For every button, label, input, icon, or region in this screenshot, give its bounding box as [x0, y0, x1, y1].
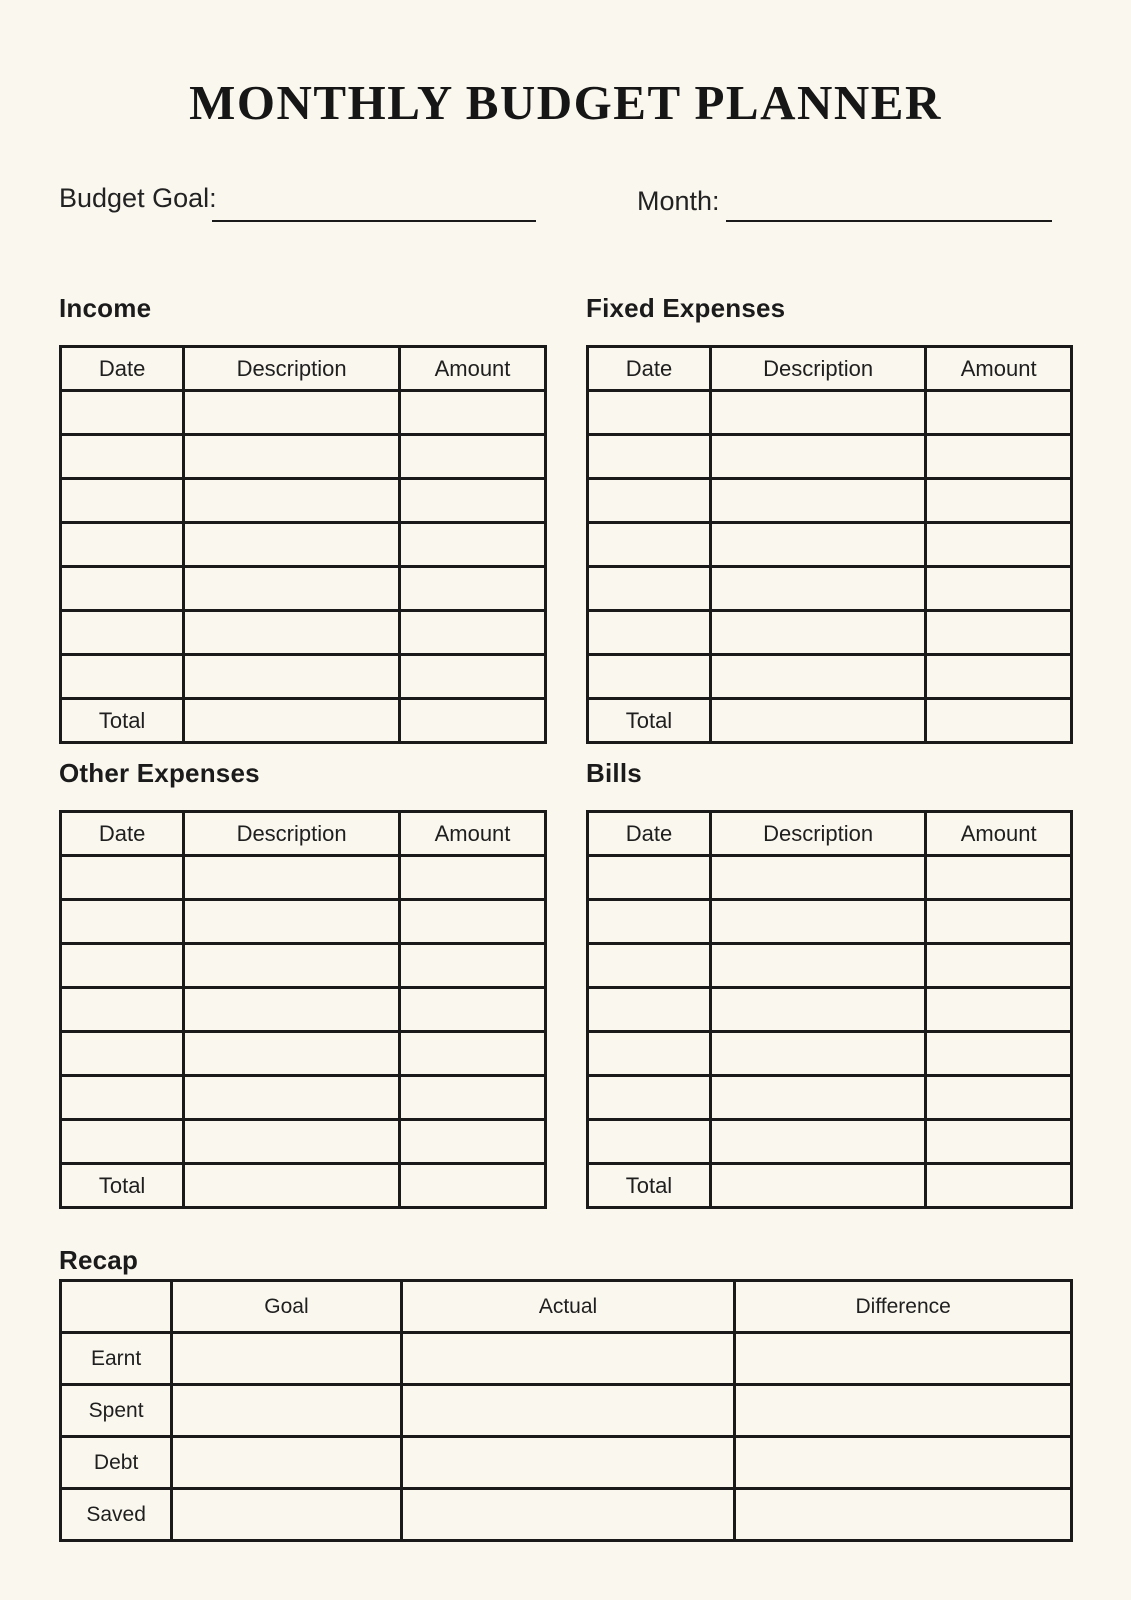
- blank-entry-row: [61, 391, 546, 435]
- blank-entry-row: [588, 988, 1072, 1032]
- fill-in-cell[interactable]: [588, 1120, 711, 1164]
- blank-entry-row: [61, 856, 546, 900]
- blank-entry-row: [588, 1120, 1072, 1164]
- fill-in-cell[interactable]: [588, 988, 711, 1032]
- fill-in-cell[interactable]: [61, 944, 184, 988]
- column-header-description: Description: [184, 812, 400, 856]
- fill-in-cell[interactable]: [926, 611, 1072, 655]
- fill-in-cell[interactable]: [588, 655, 711, 699]
- total-description-cell[interactable]: [184, 699, 400, 743]
- fill-in-cell[interactable]: [184, 523, 400, 567]
- recap-row-saved: [61, 1489, 1072, 1541]
- month-input-line[interactable]: [726, 186, 1052, 222]
- other-expenses-section-title: Other Expenses: [59, 758, 260, 788]
- column-header-description: Description: [184, 347, 400, 391]
- recap-difference-cell[interactable]: [735, 1333, 1072, 1385]
- fill-in-cell[interactable]: [184, 479, 400, 523]
- fill-in-cell[interactable]: [926, 1032, 1072, 1076]
- fill-in-cell[interactable]: [400, 479, 546, 523]
- total-row: [588, 1164, 1072, 1208]
- fill-in-cell[interactable]: [400, 611, 546, 655]
- total-description-cell[interactable]: [184, 1164, 400, 1208]
- fill-in-cell[interactable]: [926, 391, 1072, 435]
- column-header-amount: Amount: [400, 812, 546, 856]
- income-table: [59, 345, 547, 744]
- fill-in-cell[interactable]: [588, 900, 711, 944]
- total-row: [588, 699, 1072, 743]
- table-header-row: [588, 812, 1072, 856]
- fill-in-cell[interactable]: [184, 988, 400, 1032]
- month-label: Month:: [637, 186, 720, 216]
- column-header-description: Description: [710, 812, 925, 856]
- recap-difference-cell[interactable]: [735, 1385, 1072, 1437]
- total-amount-cell[interactable]: [926, 1164, 1072, 1208]
- fixed-expenses-section: [586, 293, 1073, 744]
- total-label: Total: [61, 699, 184, 743]
- fill-in-cell[interactable]: [61, 1076, 184, 1120]
- recap-difference-cell[interactable]: [735, 1437, 1072, 1489]
- fill-in-cell[interactable]: [400, 1032, 546, 1076]
- recap-actual-cell[interactable]: [401, 1385, 735, 1437]
- fill-in-cell[interactable]: [184, 1120, 400, 1164]
- fill-in-cell[interactable]: [61, 611, 184, 655]
- fill-in-cell[interactable]: [926, 900, 1072, 944]
- fill-in-cell[interactable]: [61, 988, 184, 1032]
- fill-in-cell[interactable]: [588, 567, 711, 611]
- recap-row-spent: [61, 1385, 1072, 1437]
- total-amount-cell[interactable]: [400, 1164, 546, 1208]
- fill-in-cell[interactable]: [61, 391, 184, 435]
- fill-in-cell[interactable]: [926, 1120, 1072, 1164]
- income-table-body: [61, 391, 546, 699]
- blank-entry-row: [61, 944, 546, 988]
- recap-column-difference: Difference: [735, 1281, 1072, 1333]
- fill-in-cell[interactable]: [61, 523, 184, 567]
- fill-in-cell[interactable]: [61, 1032, 184, 1076]
- blank-entry-row: [588, 1032, 1072, 1076]
- fill-in-cell[interactable]: [926, 655, 1072, 699]
- column-header-amount: Amount: [926, 347, 1072, 391]
- fill-in-cell[interactable]: [588, 1032, 711, 1076]
- blank-entry-row: [588, 567, 1072, 611]
- blank-entry-row: [588, 611, 1072, 655]
- fill-in-cell[interactable]: [710, 435, 925, 479]
- recap-corner-cell: [61, 1281, 172, 1333]
- column-header-date: Date: [588, 347, 711, 391]
- blank-entry-row: [61, 567, 546, 611]
- column-header-date: Date: [61, 347, 184, 391]
- fill-in-cell[interactable]: [400, 435, 546, 479]
- total-row: [61, 1164, 546, 1208]
- blank-entry-row: [61, 1032, 546, 1076]
- blank-entry-row: [588, 655, 1072, 699]
- total-amount-cell[interactable]: [400, 699, 546, 743]
- fill-in-cell[interactable]: [588, 391, 711, 435]
- fill-in-cell[interactable]: [710, 1076, 925, 1120]
- column-header-amount: Amount: [926, 812, 1072, 856]
- fill-in-cell[interactable]: [926, 523, 1072, 567]
- blank-entry-row: [588, 479, 1072, 523]
- fixed-expenses-table: [586, 345, 1073, 744]
- fill-in-cell[interactable]: [710, 391, 925, 435]
- fill-in-cell[interactable]: [588, 435, 711, 479]
- fill-in-cell[interactable]: [588, 944, 711, 988]
- fixed-expenses-section-title: Fixed Expenses: [586, 293, 786, 323]
- fill-in-cell[interactable]: [400, 944, 546, 988]
- total-label: Total: [61, 1164, 184, 1208]
- bills-table-body: [588, 856, 1072, 1164]
- fill-in-cell[interactable]: [710, 523, 925, 567]
- fill-in-cell[interactable]: [184, 1032, 400, 1076]
- blank-entry-row: [61, 435, 546, 479]
- fill-in-cell[interactable]: [710, 567, 925, 611]
- fill-in-cell[interactable]: [400, 988, 546, 1032]
- fill-in-cell[interactable]: [61, 435, 184, 479]
- recap-column-actual: Actual: [401, 1281, 735, 1333]
- fill-in-cell[interactable]: [710, 655, 925, 699]
- fill-in-cell[interactable]: [926, 1076, 1072, 1120]
- fill-in-cell[interactable]: [184, 567, 400, 611]
- fill-in-cell[interactable]: [61, 900, 184, 944]
- bills-section: [586, 758, 1073, 1209]
- recap-actual-cell[interactable]: [401, 1437, 735, 1489]
- fill-in-cell[interactable]: [710, 856, 925, 900]
- fill-in-cell[interactable]: [184, 435, 400, 479]
- fixed-expenses-table-body: [588, 391, 1072, 699]
- fill-in-cell[interactable]: [400, 856, 546, 900]
- total-description-cell[interactable]: [710, 699, 925, 743]
- fill-in-cell[interactable]: [710, 900, 925, 944]
- fill-in-cell[interactable]: [184, 900, 400, 944]
- fill-in-cell[interactable]: [588, 1076, 711, 1120]
- fill-in-cell[interactable]: [400, 391, 546, 435]
- budget-goal-label: Budget Goal:: [59, 183, 217, 213]
- recap-row-label: Debt: [61, 1437, 172, 1489]
- recap-row-label: Spent: [61, 1385, 172, 1437]
- fill-in-cell[interactable]: [61, 856, 184, 900]
- fill-in-cell[interactable]: [61, 655, 184, 699]
- recap-row-debt: [61, 1437, 1072, 1489]
- other-expenses-table: [59, 810, 547, 1209]
- fill-in-cell[interactable]: [588, 523, 711, 567]
- income-section: [59, 293, 547, 744]
- blank-entry-row: [61, 1120, 546, 1164]
- recap-header-row: [61, 1281, 1072, 1333]
- fill-in-cell[interactable]: [400, 900, 546, 944]
- column-header-amount: Amount: [400, 347, 546, 391]
- fill-in-cell[interactable]: [926, 856, 1072, 900]
- fill-in-cell[interactable]: [184, 655, 400, 699]
- fill-in-cell[interactable]: [710, 944, 925, 988]
- blank-entry-row: [588, 523, 1072, 567]
- blank-entry-row: [588, 391, 1072, 435]
- fill-in-cell[interactable]: [710, 1120, 925, 1164]
- recap-actual-cell[interactable]: [401, 1333, 735, 1385]
- budget-goal-input-line[interactable]: [212, 186, 536, 222]
- fill-in-cell[interactable]: [184, 856, 400, 900]
- blank-entry-row: [61, 655, 546, 699]
- fill-in-cell[interactable]: [710, 479, 925, 523]
- recap-goal-cell[interactable]: [172, 1437, 401, 1489]
- blank-entry-row: [588, 900, 1072, 944]
- fill-in-cell[interactable]: [926, 988, 1072, 1032]
- fill-in-cell[interactable]: [588, 479, 711, 523]
- blank-entry-row: [61, 900, 546, 944]
- blank-entry-row: [588, 856, 1072, 900]
- blank-entry-row: [61, 523, 546, 567]
- fill-in-cell[interactable]: [926, 479, 1072, 523]
- recap-column-goal: Goal: [172, 1281, 401, 1333]
- fill-in-cell[interactable]: [710, 988, 925, 1032]
- total-amount-cell[interactable]: [926, 699, 1072, 743]
- total-label: Total: [588, 699, 711, 743]
- fill-in-cell[interactable]: [588, 611, 711, 655]
- fill-in-cell[interactable]: [926, 435, 1072, 479]
- recap-section: [59, 1245, 1073, 1542]
- column-header-date: Date: [588, 812, 711, 856]
- fill-in-cell[interactable]: [926, 567, 1072, 611]
- recap-goal-cell[interactable]: [172, 1333, 401, 1385]
- income-section-title: Income: [59, 293, 152, 323]
- other-expenses-section: [59, 758, 547, 1209]
- fill-in-cell[interactable]: [61, 479, 184, 523]
- fill-in-cell[interactable]: [400, 1120, 546, 1164]
- blank-entry-row: [588, 1076, 1072, 1120]
- blank-entry-row: [588, 944, 1072, 988]
- fill-in-cell[interactable]: [61, 567, 184, 611]
- blank-entry-row: [61, 611, 546, 655]
- blank-entry-row: [61, 479, 546, 523]
- blank-entry-row: [61, 1076, 546, 1120]
- bills-table: [586, 810, 1073, 1209]
- fill-in-cell[interactable]: [710, 1032, 925, 1076]
- total-description-cell[interactable]: [710, 1164, 925, 1208]
- other-expenses-table-body: [61, 856, 546, 1164]
- recap-actual-cell[interactable]: [401, 1489, 735, 1541]
- total-label: Total: [588, 1164, 711, 1208]
- recap-difference-cell[interactable]: [735, 1489, 1072, 1541]
- table-header-row: [61, 812, 546, 856]
- bills-section-title: Bills: [586, 758, 642, 788]
- recap-table: [59, 1279, 1073, 1542]
- table-header-row: [61, 347, 546, 391]
- page-title: MONTHLY BUDGET PLANNER: [189, 75, 942, 130]
- fill-in-cell[interactable]: [400, 567, 546, 611]
- fill-in-cell[interactable]: [400, 1076, 546, 1120]
- fill-in-cell[interactable]: [926, 944, 1072, 988]
- fill-in-cell[interactable]: [588, 856, 711, 900]
- fill-in-cell[interactable]: [400, 655, 546, 699]
- recap-row-earnt: [61, 1333, 1072, 1385]
- recap-section-title: Recap: [59, 1245, 139, 1275]
- fill-in-cell[interactable]: [400, 523, 546, 567]
- recap-row-label: Saved: [61, 1489, 172, 1541]
- column-header-description: Description: [710, 347, 925, 391]
- table-header-row: [588, 347, 1072, 391]
- fill-in-cell[interactable]: [61, 1120, 184, 1164]
- blank-entry-row: [61, 988, 546, 1032]
- fill-in-cell[interactable]: [184, 391, 400, 435]
- fill-in-cell[interactable]: [710, 611, 925, 655]
- total-row: [61, 699, 546, 743]
- fill-in-cell[interactable]: [184, 611, 400, 655]
- fill-in-cell[interactable]: [184, 944, 400, 988]
- fill-in-cell[interactable]: [184, 1076, 400, 1120]
- recap-goal-cell[interactable]: [172, 1489, 401, 1541]
- recap-goal-cell[interactable]: [172, 1385, 401, 1437]
- blank-entry-row: [588, 435, 1072, 479]
- column-header-date: Date: [61, 812, 184, 856]
- recap-row-label: Earnt: [61, 1333, 172, 1385]
